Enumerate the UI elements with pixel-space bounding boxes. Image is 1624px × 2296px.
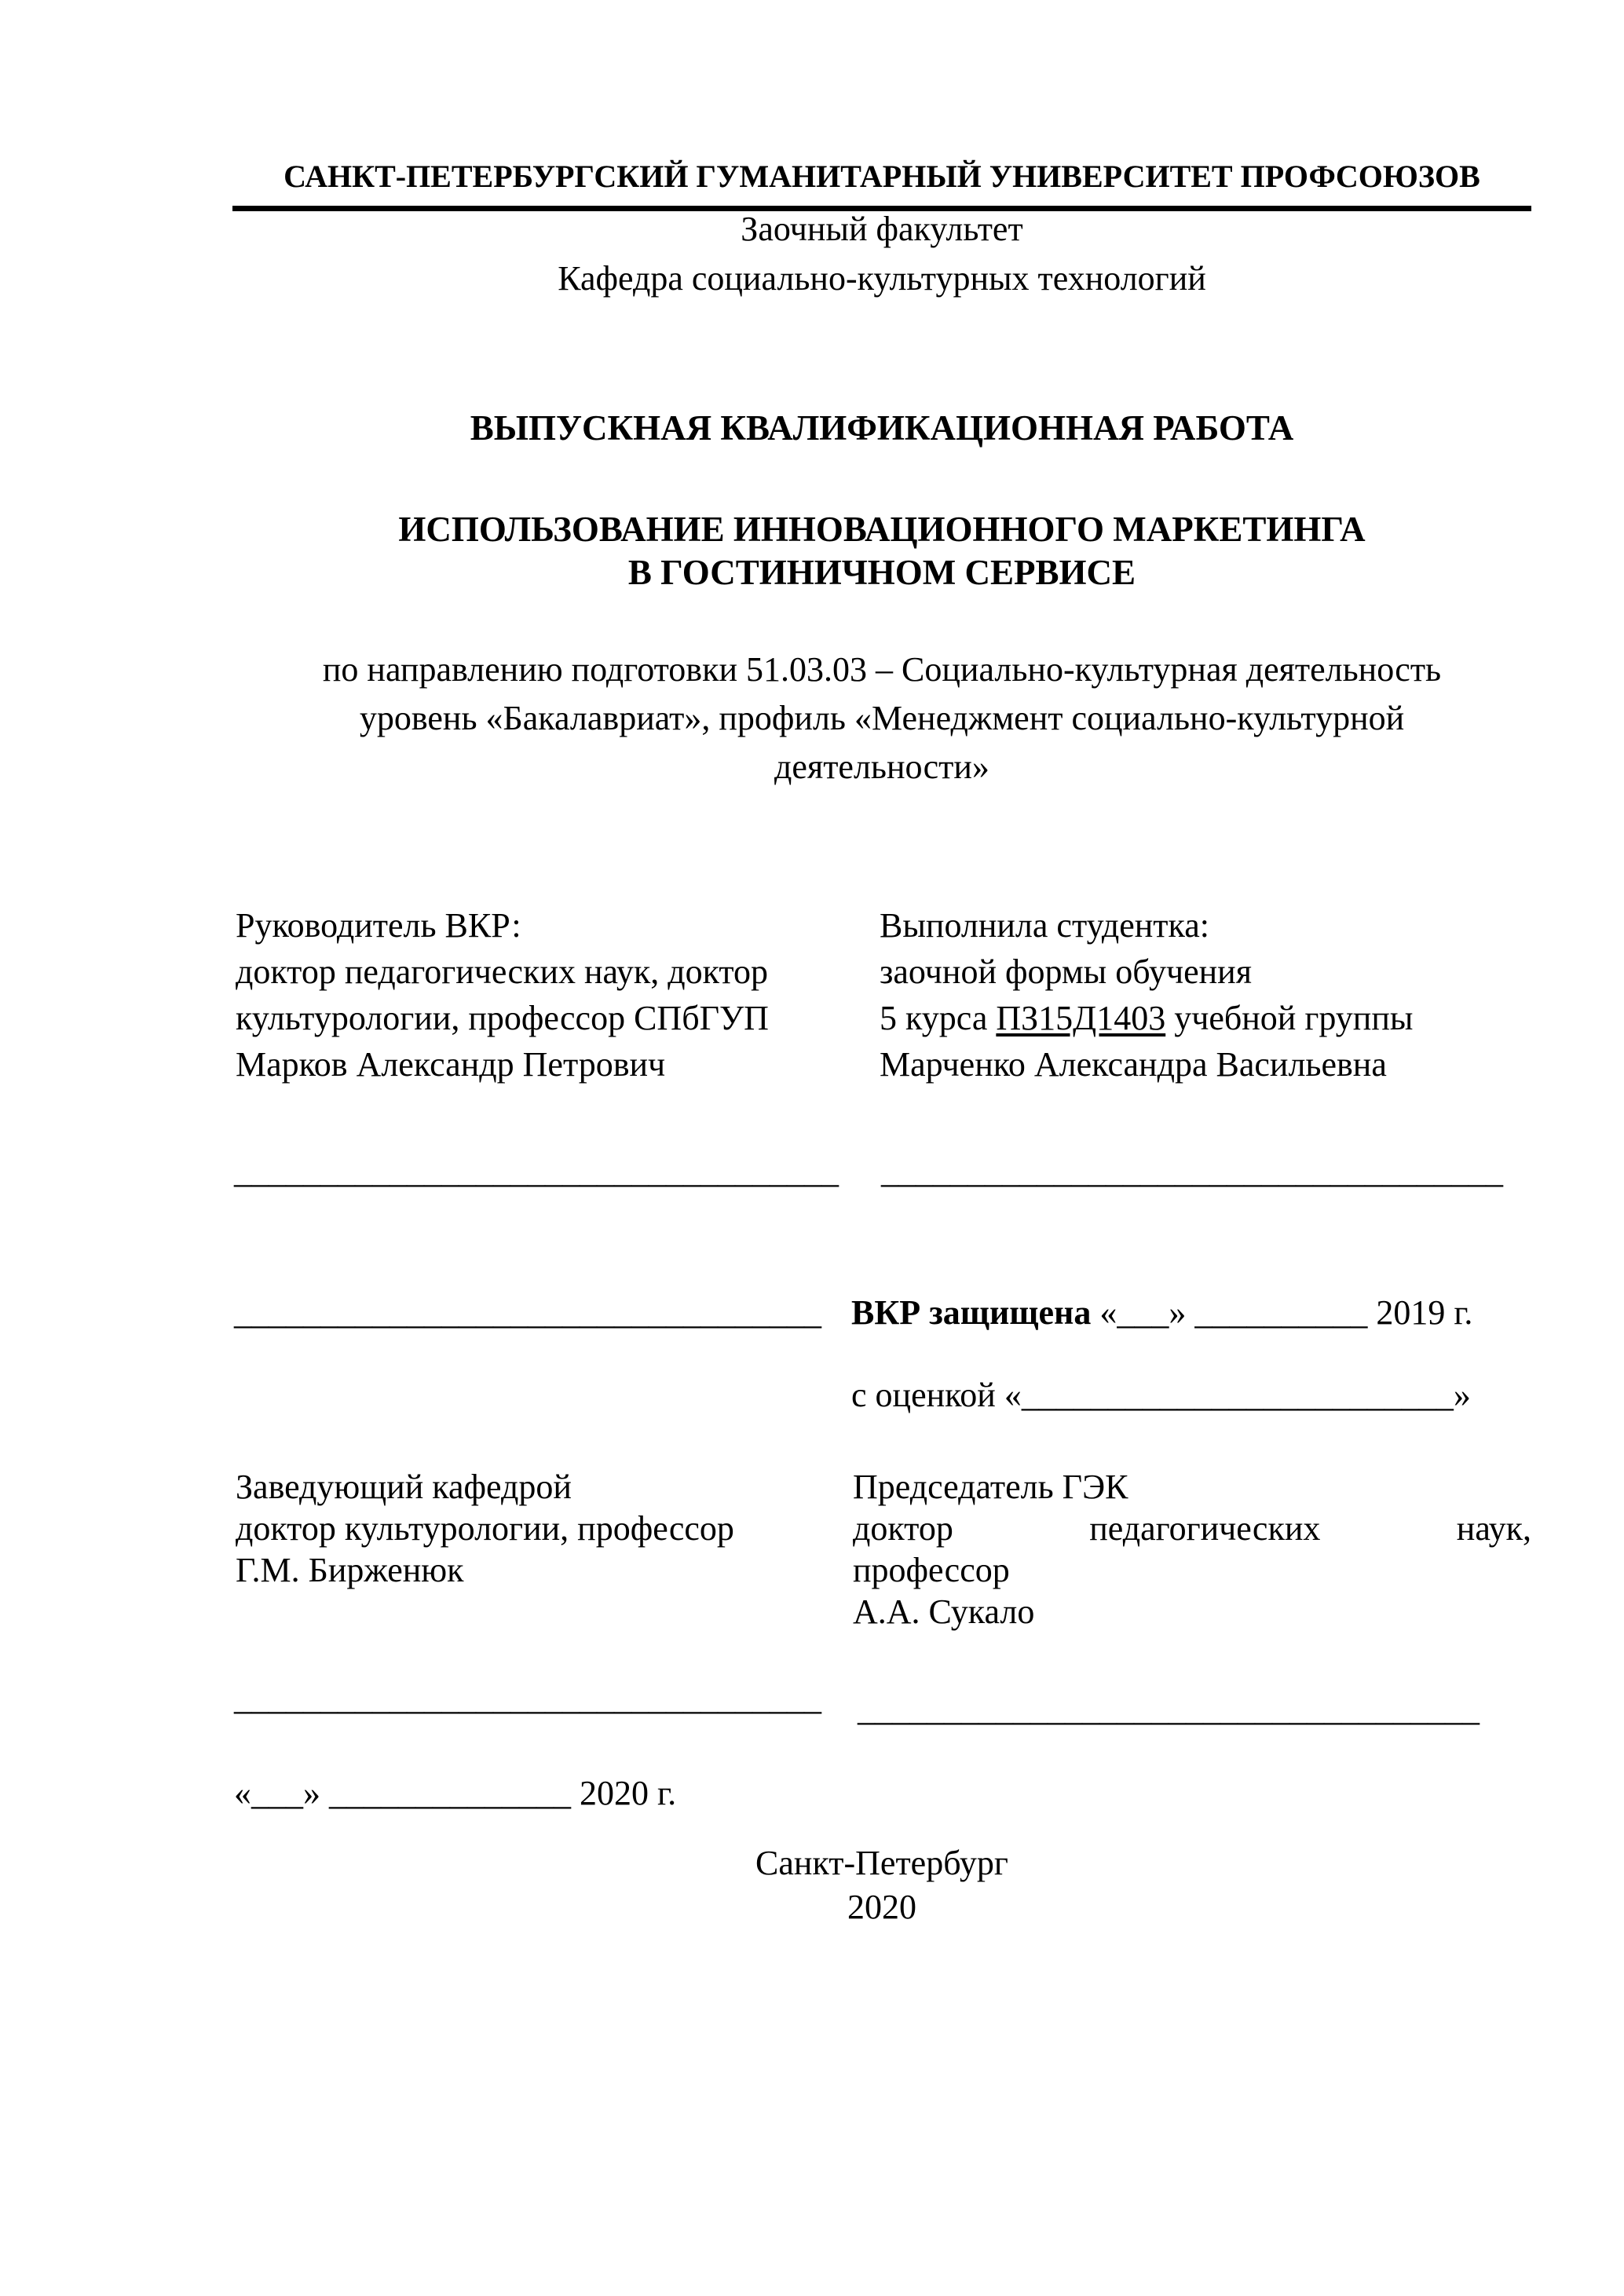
program-direction: по направлению подготовки 51.03.03 – Социально-культурная деятельность	[322, 650, 1442, 689]
thesis-title-line1: ИСПОЛЬЗОВАНИЕ ИННОВАЦИОННОГО МАРКЕТИНГА	[398, 510, 1366, 549]
student-group-line	[880, 995, 1534, 1041]
student-group-prefix: 5 курса	[880, 999, 997, 1037]
supervisor-name: Марков Александр Петрович	[236, 1045, 666, 1084]
supervisor-degree-line2: культурологии, профессор СПбГУП	[236, 999, 769, 1037]
footer-year: 2020	[847, 1888, 916, 1926]
program-level-cont: деятельности»	[774, 748, 989, 786]
faculty-name: Заочный факультет	[741, 210, 1023, 248]
program-info	[232, 645, 1531, 792]
department-head-block	[236, 1466, 856, 1591]
program-level: уровень «Бакалавриат», профиль «Менеджмент социально-культурной	[359, 699, 1405, 737]
supervisor-block	[236, 902, 864, 1088]
committee-chair-name: А.А. Сукало	[853, 1592, 1035, 1631]
department-head-name: Г.М. Бирженюк	[236, 1551, 464, 1589]
supervisor-degree-line1: доктор педагогических наук, доктор	[236, 952, 769, 991]
chair-degree-word1: доктор	[853, 1509, 953, 1548]
department-head-degree: доктор культурологии, профессор	[236, 1509, 734, 1548]
department-name: Кафедра социально-культурных технологий	[558, 259, 1206, 298]
thesis-title-line2: В ГОСТИНИЧНОМ СЕРВИСЕ	[627, 553, 1136, 592]
student-group-suffix: учебной группы	[1165, 999, 1414, 1037]
committee-chair-degree-line	[853, 1508, 1531, 1549]
department-head-signature-line: __________________________________	[234, 1679, 821, 1717]
footer-city: Санкт-Петербург	[755, 1844, 1008, 1882]
work-type-heading: ВЫПУСКНАЯ КВАЛИФИКАЦИОННАЯ РАБОТА	[470, 408, 1294, 448]
chair-degree-word2: педагогических	[1089, 1509, 1321, 1548]
defense-label: ВКР защищена	[851, 1293, 1092, 1332]
university-name: САНКТ-ПЕТЕРБУРГСКИЙ ГУМАНИТАРНЫЙ УНИВЕРСИТЕТ ПРОФСОЮЗОВ	[232, 158, 1531, 211]
student-group-code: ПЗ15Д1403	[996, 999, 1166, 1037]
committee-chair-title: Председатель ГЭК	[853, 1468, 1128, 1506]
defense-signature-line: __________________________________	[234, 1293, 821, 1332]
committee-chair-block	[853, 1466, 1531, 1632]
footer-block	[232, 1841, 1531, 1929]
supervisor-signature-line: ___________________________________	[234, 1152, 839, 1190]
student-signature-line: ____________________________________	[881, 1152, 1503, 1190]
chair-degree-word3: наук,	[1456, 1509, 1531, 1548]
thesis-title	[232, 508, 1531, 594]
committee-chair-signature-line: ____________________________________	[858, 1690, 1480, 1728]
defense-date-line	[851, 1292, 1472, 1333]
grade-line: с оценкой «_________________________»	[851, 1376, 1471, 1414]
department-head-title: Заведующий кафедрой	[236, 1468, 572, 1506]
student-name: Марченко Александра Васильевна	[880, 1045, 1387, 1084]
committee-chair-degree-line2: профессор	[853, 1551, 1010, 1589]
supervisor-heading: Руководитель ВКР:	[236, 906, 521, 945]
student-study-form: заочной формы обучения	[880, 952, 1252, 991]
student-heading: Выполнила студентка:	[880, 906, 1209, 945]
student-block	[880, 902, 1534, 1088]
department-head-date-line: «___» ______________ 2020 г.	[234, 1774, 677, 1812]
defense-date-blanks: «___» __________ 2019 г.	[1091, 1293, 1473, 1332]
